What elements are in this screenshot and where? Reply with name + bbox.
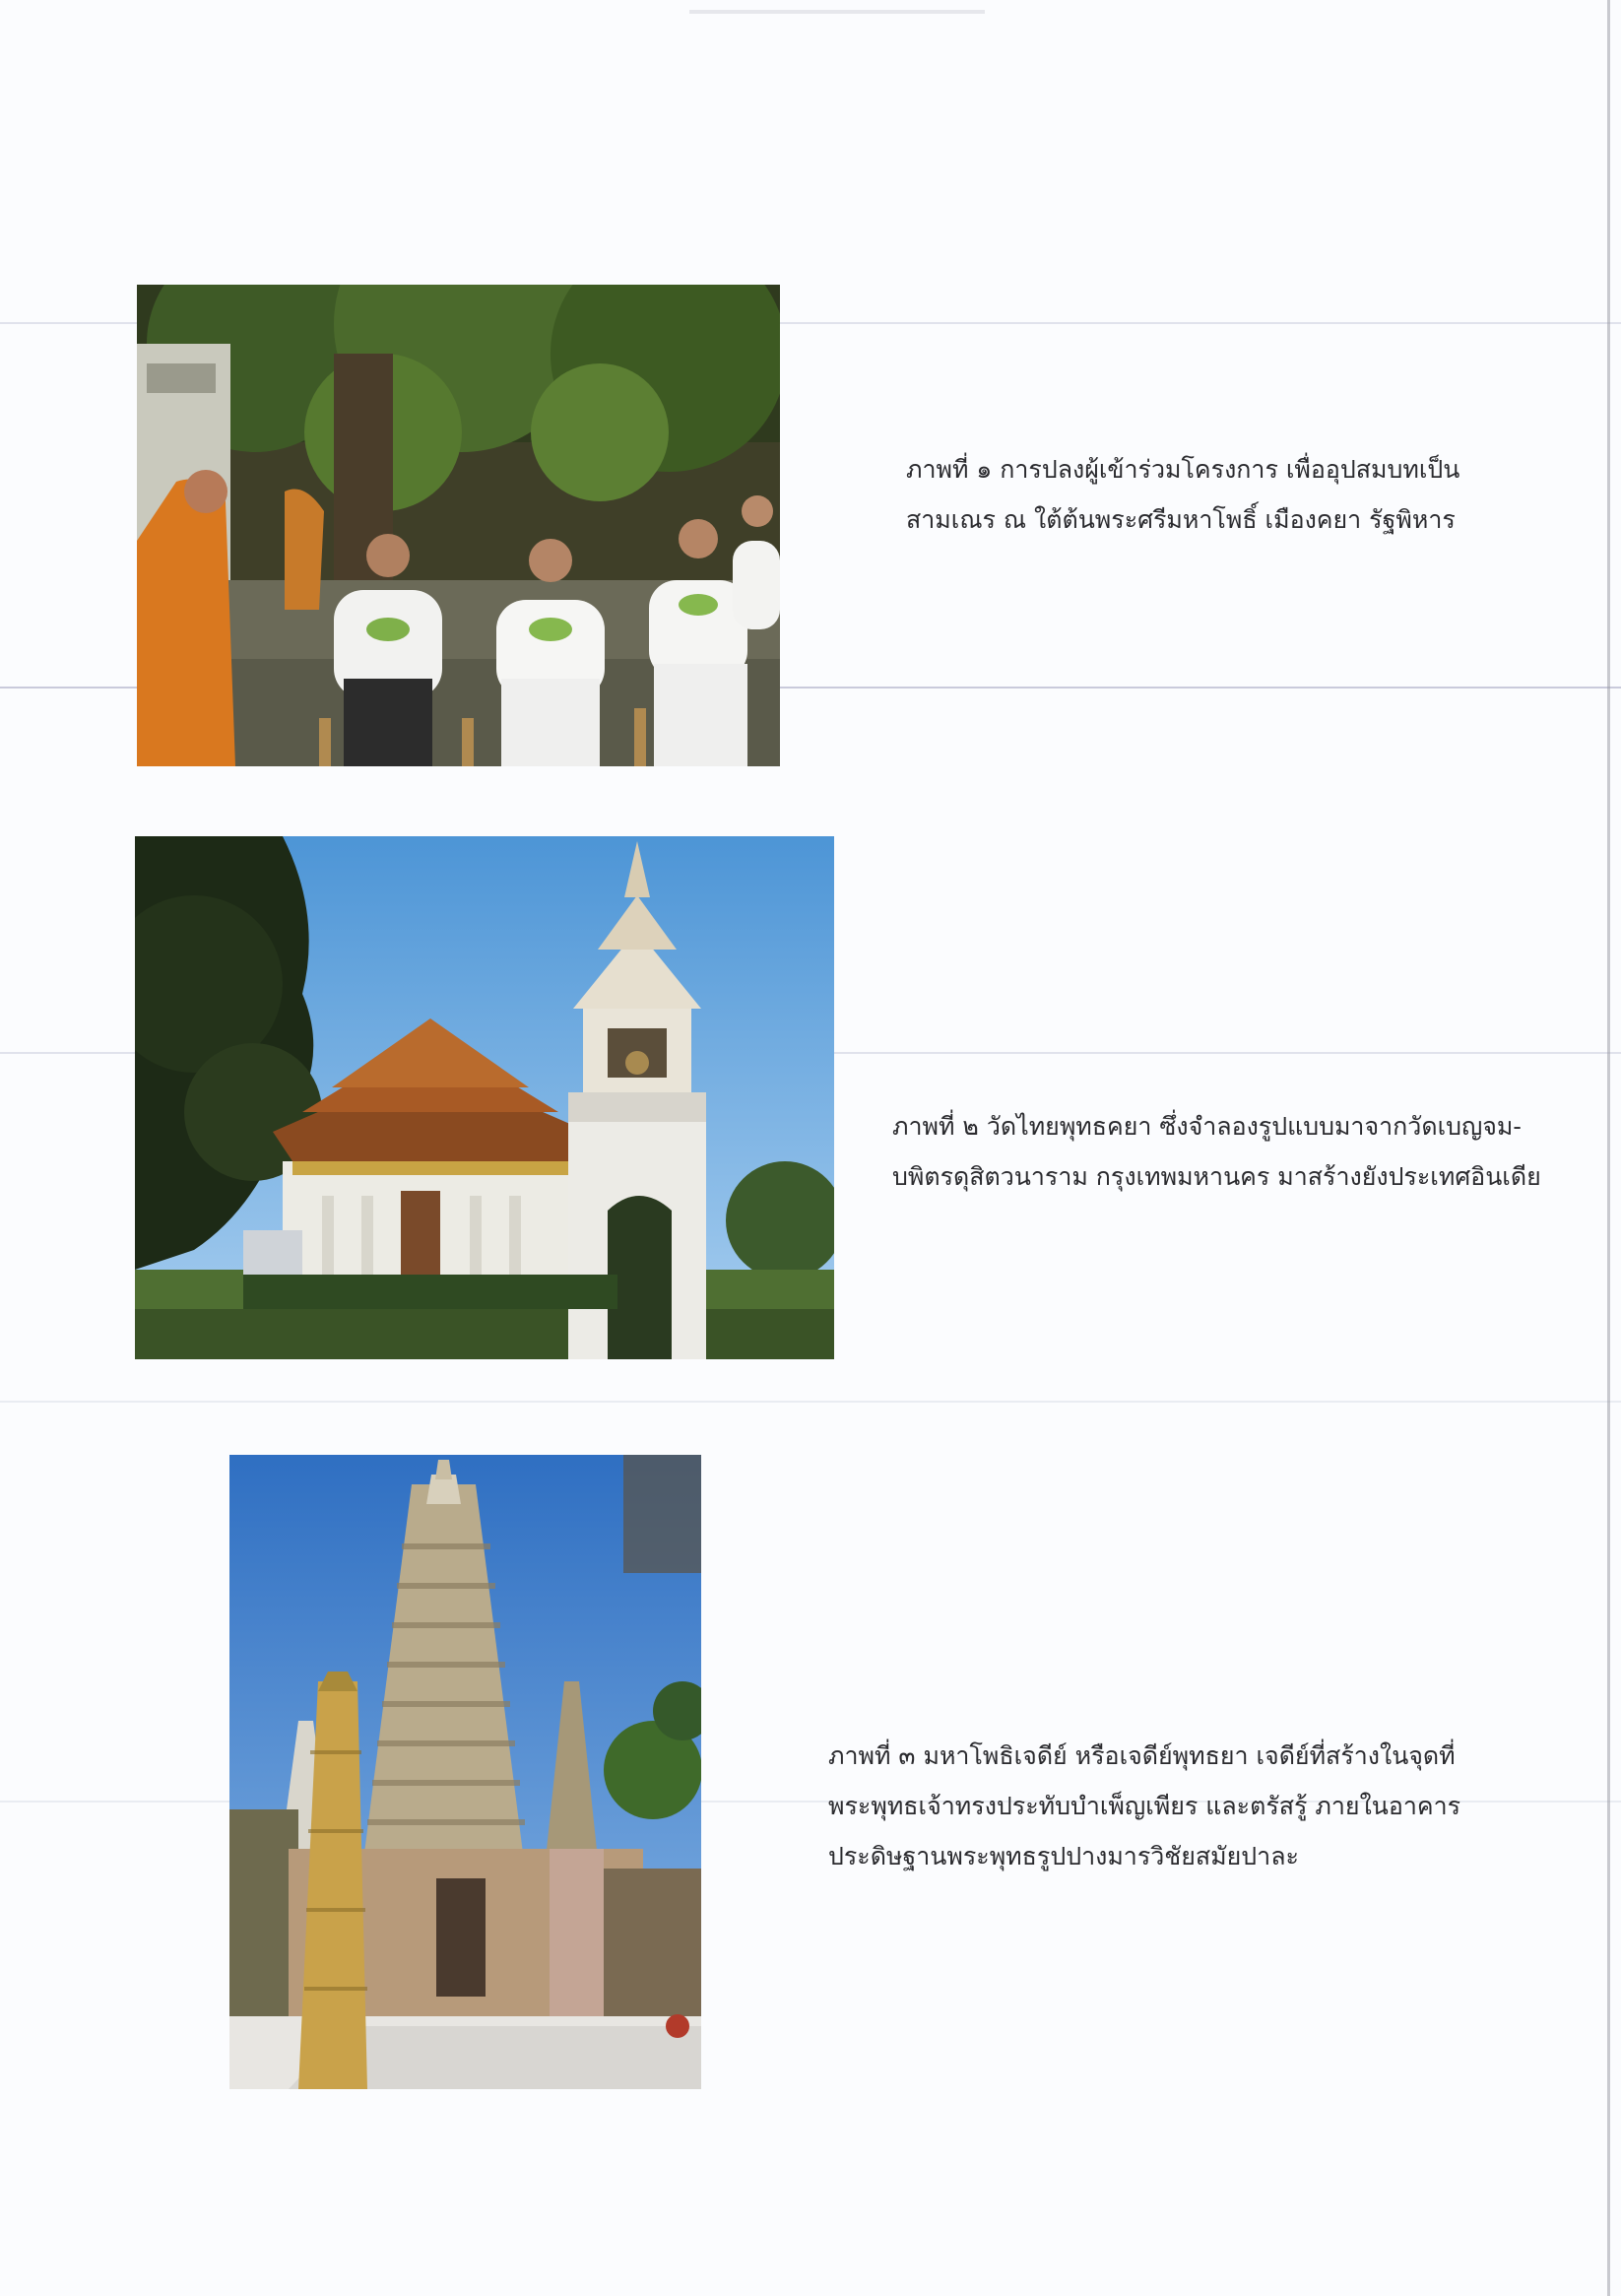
caption-line: สามเณร ณ ใต้ต้นพระศรีมหาโพธิ์ เมืองคยา รัฐพิหาร (906, 505, 1456, 534)
photo-wat-thai-buddhagaya (135, 836, 834, 1359)
scan-line (0, 1401, 1621, 1403)
caption-line: พระพุทธเจ้าทรงประทับบำเพ็ญเพียร และตรัสรู้ ภายในอาคาร (828, 1792, 1461, 1820)
caption-line: ภาพที่ ๑ การปลงผู้เข้าร่วมโครงการ เพื่ออุปสมบทเป็น (906, 455, 1460, 484)
caption-line: ภาพที่ ๒ วัดไทยพุทธคยา ซึ่งจำลองรูปแบบมาจากวัดเบญจม- (892, 1112, 1522, 1141)
figure-2-caption (892, 1101, 1541, 1202)
photo-mahabodhi-stupa (229, 1455, 701, 2089)
figure-3-caption (828, 1731, 1460, 1881)
page-edge (1607, 0, 1610, 2296)
caption-line: บพิตรดุสิตวนาราม กรุงเทพมหานคร มาสร้างยังประเทศอินเดีย (892, 1162, 1541, 1191)
photo-ordination-under-bodhi-tree (137, 285, 780, 766)
caption-line: ประดิษฐานพระพุทธรูปปางมารวิชัยสมัยปาละ (828, 1842, 1299, 1870)
figure-1-caption (906, 444, 1459, 545)
scan-smudge (689, 10, 985, 14)
caption-line: ภาพที่ ๓ มหาโพธิเจดีย์ หรือเจดีย์พุทธยา เจดีย์ที่สร้างในจุดที่ (828, 1741, 1456, 1770)
